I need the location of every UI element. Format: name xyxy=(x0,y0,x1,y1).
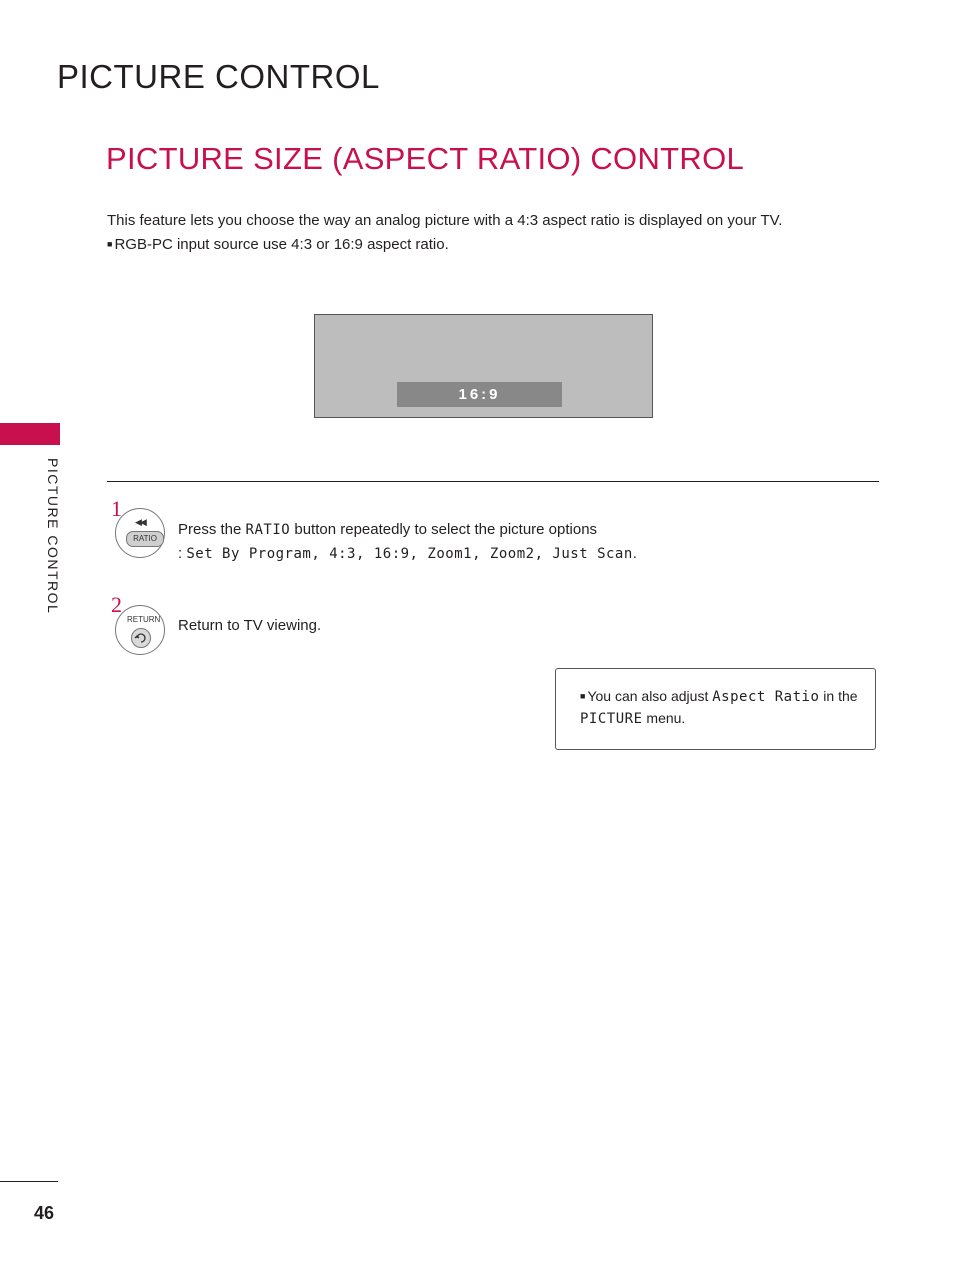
note-suffix: menu. xyxy=(642,710,686,726)
section-title: PICTURE SIZE (ASPECT RATIO) CONTROL xyxy=(106,141,745,176)
note-middle: in the xyxy=(819,688,858,704)
side-tab-label: PICTURE CONTROL xyxy=(45,458,61,615)
return-arrow-icon xyxy=(131,628,151,648)
note-box xyxy=(555,668,876,750)
page-number: 46 xyxy=(34,1203,55,1223)
ratio-remote-button[interactable] xyxy=(115,508,165,558)
step-1-options-prefix: : xyxy=(178,545,187,562)
step-1-options: Set By Program, 4:3, 16:9, Zoom1, Zoom2, Just Scan xyxy=(186,546,633,562)
bullet-square-icon: ■ xyxy=(107,239,113,249)
note-prefix: You can also adjust xyxy=(587,688,713,704)
step-1-text xyxy=(178,521,597,538)
note-key: Aspect Ratio xyxy=(712,689,820,705)
return-button-label: RETURN xyxy=(127,615,161,624)
return-remote-button[interactable] xyxy=(115,605,165,655)
note-menu: PICTURE xyxy=(580,711,643,727)
side-tab-marker xyxy=(0,423,60,445)
step-number-2: 2 xyxy=(111,592,122,617)
step-1-middle: button repeatedly to select the picture options xyxy=(290,521,598,538)
rewind-arrows-icon: ◀◀ xyxy=(135,517,145,527)
step-1-options-line xyxy=(178,545,637,562)
page-header-title: PICTURE CONTROL xyxy=(57,58,380,95)
ratio-button-label: RATIO xyxy=(126,531,164,547)
note-bullet-icon: ■ xyxy=(580,691,586,701)
osd-aspect-bar: 16:9 xyxy=(397,382,562,407)
intro-bullet xyxy=(107,236,449,253)
step-1-options-suffix: . xyxy=(632,545,637,562)
intro-bullet-text: RGB-PC input source use 4:3 or 16:9 aspect ratio. xyxy=(114,236,449,253)
footer-rule xyxy=(0,1181,58,1182)
step-number-1: 1 xyxy=(111,496,122,521)
step-2-text: Return to TV viewing. xyxy=(178,617,322,634)
note-text xyxy=(580,686,860,730)
step-1-key: RATIO xyxy=(245,522,291,538)
intro-text: This feature lets you choose the way an analog picture with a 4:3 aspect ratio is displayed on your TV. xyxy=(107,212,783,229)
section-divider xyxy=(107,481,879,482)
step-1-prefix: Press the xyxy=(178,521,246,538)
